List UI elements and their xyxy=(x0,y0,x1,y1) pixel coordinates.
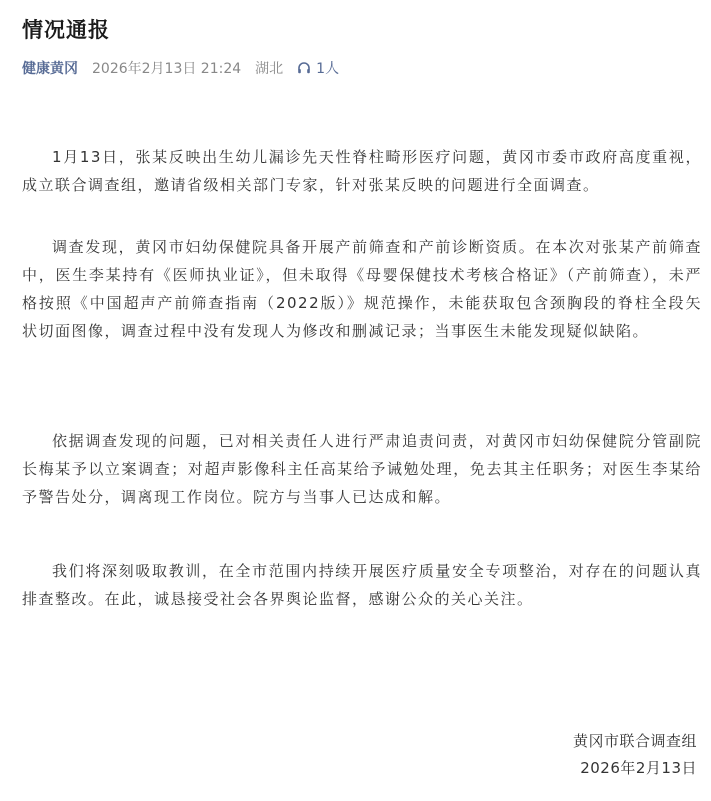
publish-region: 湖北 xyxy=(255,61,284,77)
signature-org: 黄冈市联合调查组 xyxy=(572,732,697,750)
paragraph: 我们将深刻吸取教训，在全市范围内持续开展医疗质量安全专项整治，对存在的问题认真排查整改。在此，诚恳接受社会各界舆论监督，感谢公众的关心关注。 xyxy=(22,562,702,608)
headphones-icon xyxy=(297,61,311,75)
signature xyxy=(573,728,697,782)
publish-date: 2026年2月13日 21:24 xyxy=(92,61,242,77)
article-meta xyxy=(22,58,339,78)
article-title: 情况通报 xyxy=(22,18,110,42)
listen-count: 1人 xyxy=(316,61,340,77)
paragraph: 依据调查发现的问题，已对相关责任人进行严肃追责问责，对黄冈市妇幼保健院分管副院长梅某予以立案调查；对超声影像科主任高某给予诫勉处理，免去其主任职务；对医生李某给予警告处分，调离现工作岗位。院方与当事人已达成和解。 xyxy=(22,432,702,506)
paragraph: 1月13日，张某反映出生幼儿漏诊先天性脊柱畸形医疗问题，黄冈市委市政府高度重视，成立联合调查组，邀请省级相关部门专家，针对张某反映的问题进行全面调查。 xyxy=(22,148,702,194)
account-name[interactable]: 健康黄冈 xyxy=(22,61,78,77)
signature-date: 2026年2月13日 xyxy=(580,759,697,777)
listen-button[interactable] xyxy=(297,58,339,78)
paragraph: 调查发现，黄冈市妇幼保健院具备开展产前筛查和产前诊断资质。在本次对张某产前筛查中，医生李某持有《医师执业证》，但未取得《母婴保健技术考核合格证》（产前筛查），未严格按照《中国超声产前筛查指南（2022版）》规范操作，未能获取包含颈胸段的脊柱全段矢状切面图像，调查过程中没有发现人为修改和删减记录；当事医生未能发现疑似缺陷。 xyxy=(22,238,702,340)
